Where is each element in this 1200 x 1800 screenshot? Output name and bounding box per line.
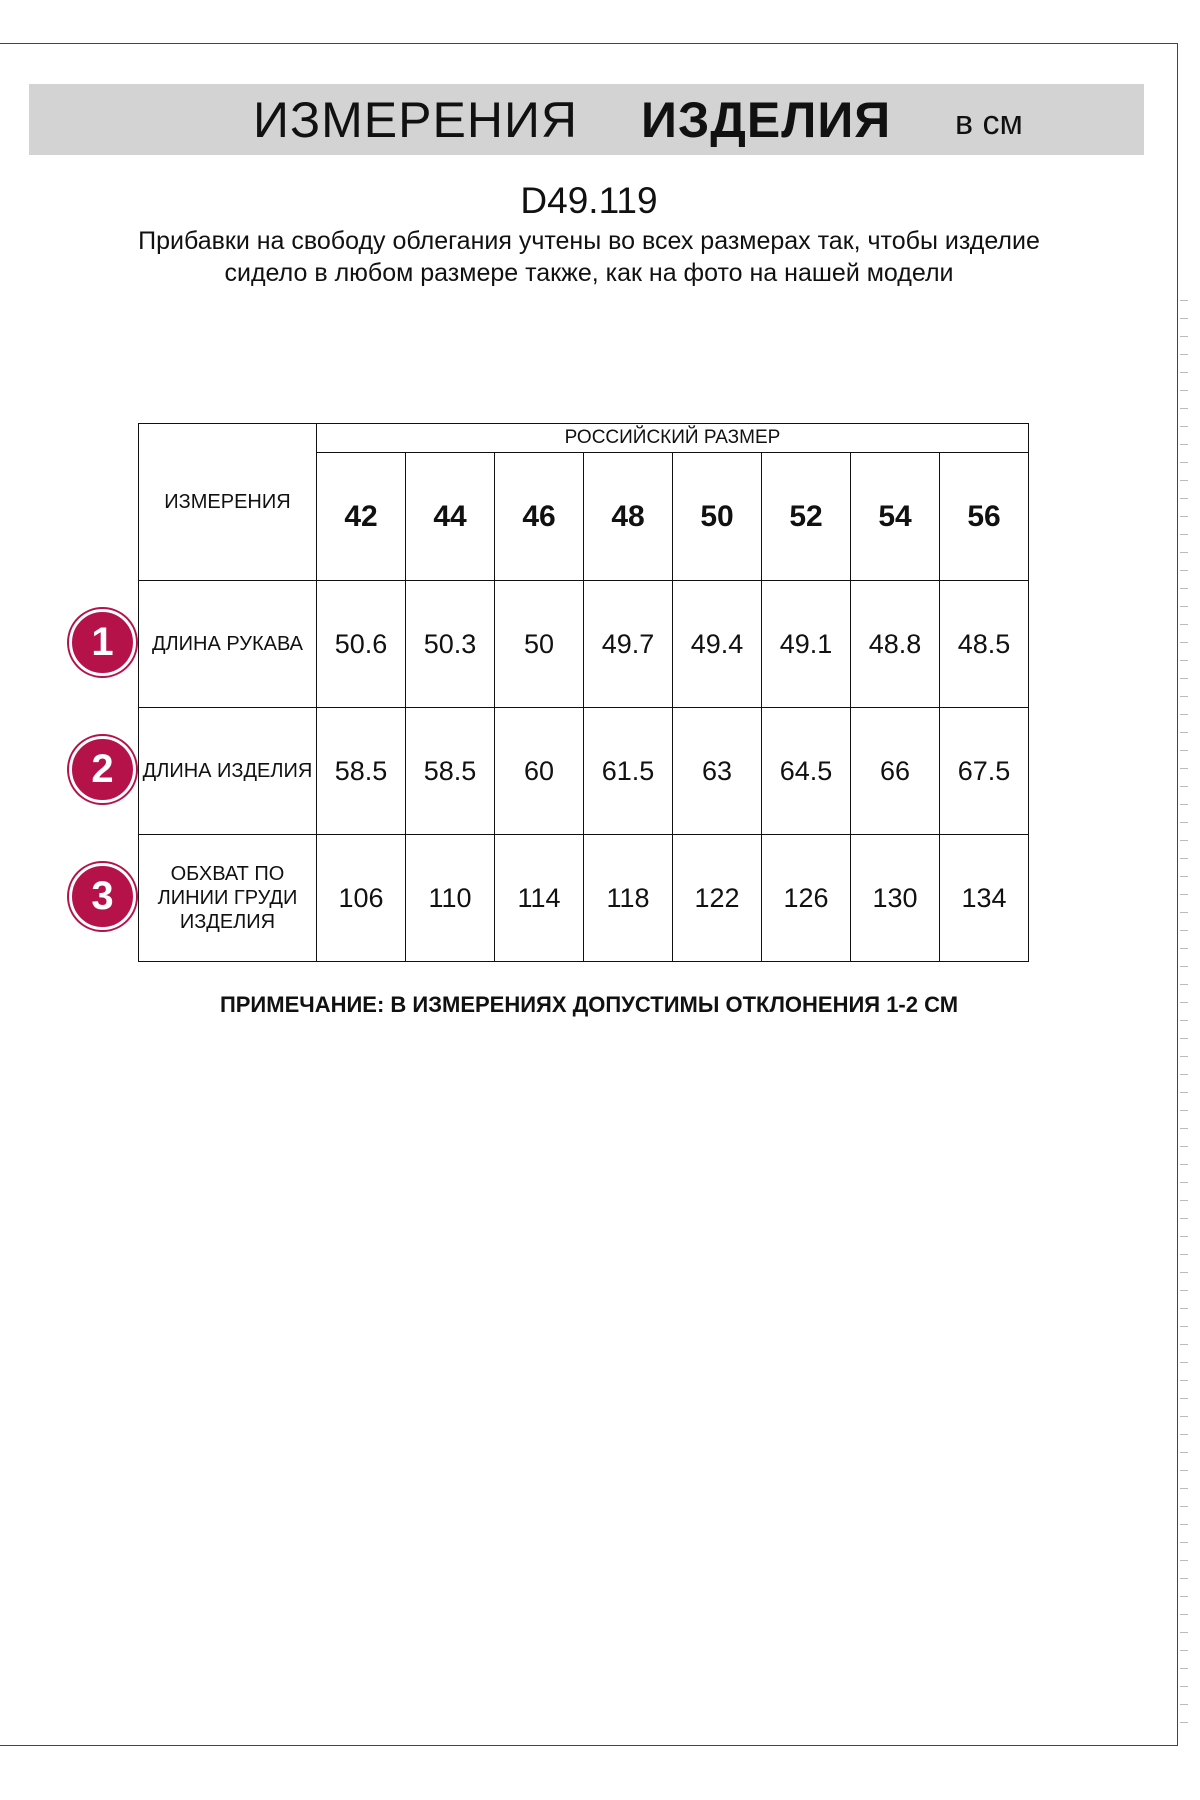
table-cell: 50.3 <box>406 581 495 708</box>
page-edge-ticks <box>1180 300 1188 1740</box>
table-cell: 126 <box>762 835 851 962</box>
table-header-row <box>139 424 1029 453</box>
table-cell: 110 <box>406 835 495 962</box>
row-number-badge-1: 1 <box>69 609 136 676</box>
article-number: D49.119 <box>520 180 658 221</box>
table-cell: 134 <box>940 835 1029 962</box>
row-label-garment-length: ДЛИНА ИЗДЕЛИЯ <box>139 708 317 835</box>
table-cell: 60 <box>495 708 584 835</box>
table-cell: 130 <box>851 835 940 962</box>
table-cell: 66 <box>851 708 940 835</box>
table-cell: 50 <box>495 581 584 708</box>
size-header: 46 <box>495 453 584 581</box>
row-number-badge-2: 2 <box>69 736 136 803</box>
table-cell: 67.5 <box>940 708 1029 835</box>
row-label-chest-girth: ОБХВАТ ПО ЛИНИИ ГРУДИ ИЗДЕЛИЯ <box>139 835 317 962</box>
table-cell: 58.5 <box>317 708 406 835</box>
size-header: 50 <box>673 453 762 581</box>
page-title-product: ИЗДЕЛИЯ <box>641 92 892 148</box>
page-title-measurements: ИЗМЕРЕНИЯ <box>253 92 578 148</box>
size-header: 48 <box>584 453 673 581</box>
fit-description: Прибавки на свободу облегания учтены во всех размерах так, чтобы изделие сидело в любом размере также, как на фото на нашей модели <box>138 227 1040 287</box>
measurement-tolerance-note: ПРИМЕЧАНИЕ: В ИЗМЕРЕНИЯХ ДОПУСТИМЫ ОТКЛОНЕНИЯ 1-2 СМ <box>219 992 959 1017</box>
table-cell: 48.8 <box>851 581 940 708</box>
russian-size-header: РОССИЙСКИЙ РАЗМЕР <box>317 424 1029 453</box>
table-cell: 63 <box>673 708 762 835</box>
table-cell: 49.1 <box>762 581 851 708</box>
table-row <box>139 835 1029 962</box>
table-row <box>139 581 1029 708</box>
table-cell: 122 <box>673 835 762 962</box>
size-header: 52 <box>762 453 851 581</box>
table-cell: 61.5 <box>584 708 673 835</box>
table-cell: 58.5 <box>406 708 495 835</box>
size-chart-table <box>138 423 1029 962</box>
size-header: 44 <box>406 453 495 581</box>
row-label-sleeve-length: ДЛИНА РУКАВА <box>139 581 317 708</box>
table-cell: 118 <box>584 835 673 962</box>
table-row <box>139 708 1029 835</box>
table-cell: 114 <box>495 835 584 962</box>
page-title-unit: в см <box>955 104 1023 142</box>
table-cell: 49.4 <box>673 581 762 708</box>
measurements-header: ИЗМЕРЕНИЯ <box>139 424 317 581</box>
size-header: 54 <box>851 453 940 581</box>
table-cell: 48.5 <box>940 581 1029 708</box>
row-number-badge-3: 3 <box>69 863 136 930</box>
table-cell: 106 <box>317 835 406 962</box>
size-header: 42 <box>317 453 406 581</box>
size-header: 56 <box>940 453 1029 581</box>
table-cell: 49.7 <box>584 581 673 708</box>
table-cell: 64.5 <box>762 708 851 835</box>
table-cell: 50.6 <box>317 581 406 708</box>
